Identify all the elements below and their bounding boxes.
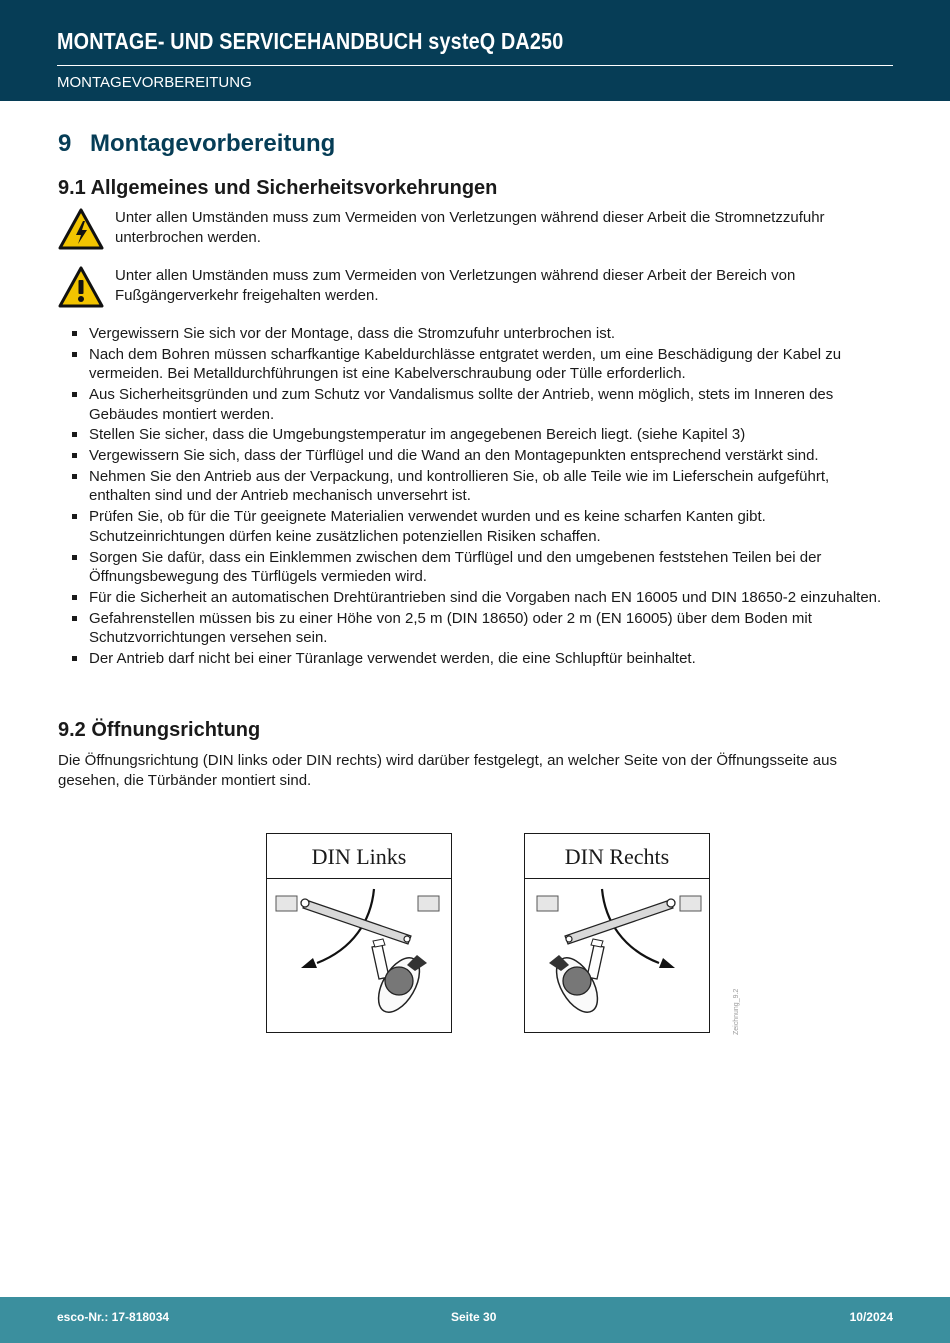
electric-hazard-icon [58,208,104,250]
footer-date: 10/2024 [849,1310,893,1324]
list-item: Sorgen Sie dafür, dass ein Einklemmen zwischen dem Türflügel und den umgebenen feststehen Teilen bei der Öffnungsbewegung des Türflügels vermieden wird. [58,548,894,587]
door-right-diagram [525,879,709,1032]
figure-caption: DIN Links [267,834,451,879]
chapter-number: 9 [58,130,72,157]
list-item: Aus Sicherheitsgründen und zum Schutz vor Vandalismus sollte der Antrieb, wenn möglich, stets im Inneren des Gebäudes montiert werden. [58,385,894,424]
door-left-diagram [267,879,451,1032]
bullet-marker [72,392,77,397]
list-item: Nach dem Bohren müssen scharfkantige Kabeldurchlässe entgratet werden, um eine Beschädigung der Kabel zu vermeiden. Bei Metalldurchführungen ist eine Kabelverschraubung oder Tülle erforderlich. [58,345,894,384]
general-warning-icon [58,266,104,308]
warning-text: Unter allen Umständen muss zum Vermeiden von Verletzungen während dieser Arbeit die Stromnetzzufuhr unterbrochen werden. [115,209,825,246]
list-item: Vergewissern Sie sich, dass der Türflügel und die Wand an den Montagepunkten entsprechend verstärkt sind. [58,446,894,466]
warning-text: Unter allen Umständen muss zum Vermeiden von Verletzungen während dieser Arbeit der Bereich von Fußgängerverkehr freigehalten werden. [115,267,796,304]
figure-din-links [266,833,452,1033]
drawing-reference: Zeichnung_9.2 [733,988,740,1035]
bullet-marker [72,331,77,336]
footer-page-number: Seite 30 [451,1310,497,1324]
list-item: Nehmen Sie den Antrieb aus der Verpackung, und kontrollieren Sie, ob alle Teile wie im Lieferschein aufgeführt, enthalten sind und der Antrieb mechanisch unversehrt ist. [58,467,894,506]
footer-doc-number: esco-Nr.: 17-818034 [57,1310,170,1324]
list-item: Vergewissern Sie sich vor der Montage, dass die Stromzufuhr unterbrochen ist. [58,324,894,344]
bullet-marker [72,453,77,458]
section-heading-9-2: 9.2 Öffnungsrichtung [58,719,261,741]
bullet-marker [72,474,77,479]
bullet-marker [72,555,77,560]
bullet-marker [72,595,77,600]
bullet-marker [72,514,77,519]
bullet-marker [72,352,77,357]
list-item: Der Antrieb darf nicht bei einer Türanlage verwendet werden, die eine Schlupftür beinhaltet. [58,649,894,669]
section-heading-9-1: 9.1 Allgemeines und Sicherheitsvorkehrungen [58,177,498,199]
header-section-name: MONTAGEVORBEREITUNG [57,74,252,91]
list-item: Für die Sicherheit an automatischen Drehtürantrieben sind die Vorgaben nach EN 16005 und DIN 18650-2 einzuhalten. [58,588,894,608]
bullet-marker [72,616,77,621]
safety-bullet-list [58,324,894,670]
bullet-marker [72,656,77,661]
chapter-heading [58,130,335,158]
bullet-marker [72,432,77,437]
chapter-title: Montagevorbereitung [90,130,336,157]
page-footer [0,1297,950,1343]
manual-title: MONTAGE- UND SERVICEHANDBUCH systeQ DA250 [57,28,564,54]
page-header [0,0,950,101]
list-item: Stellen Sie sicher, dass die Umgebungstemperatur im angegebenen Bereich liegt. (siehe Kapitel 3) [58,425,894,445]
header-divider [57,65,893,66]
list-item: Gefahrenstellen müssen bis zu einer Höhe von 2,5 m (DIN 18650) oder 2 m (EN 16005) über dem Boden mit Schutzvorrichtungen versehen sein. [58,609,894,648]
figure-din-rechts [524,833,710,1033]
list-item: Prüfen Sie, ob für die Tür geeignete Materialien verwendet wurden und es keine scharfen Kanten gibt. Schutzeinrichtungen dürfen keine zusätzlichen potenziellen Risiken schaffen. [58,507,894,546]
figure-caption: DIN Rechts [525,834,709,879]
opening-direction-text: Die Öffnungsrichtung (DIN links oder DIN rechts) wird darüber festgelegt, an welcher Seite von der Öffnungsseite aus gesehen, die Türbänder montiert sind. [58,752,837,789]
